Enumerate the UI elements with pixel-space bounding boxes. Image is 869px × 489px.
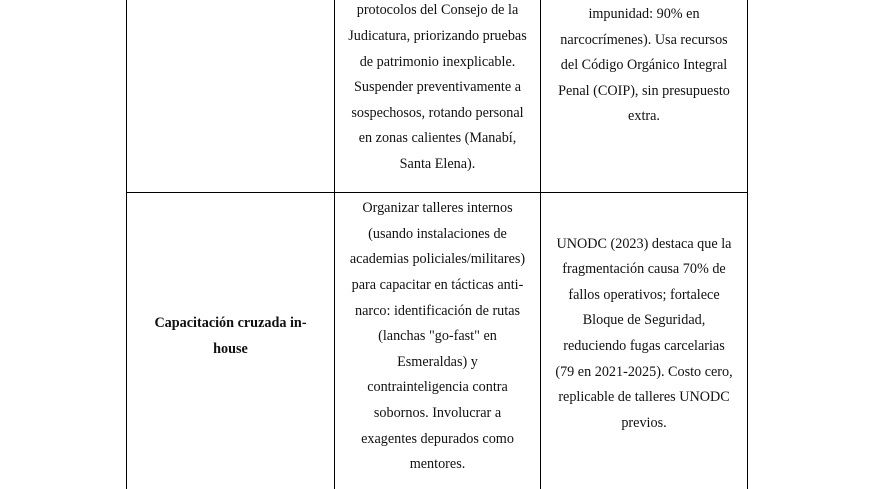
row-evidence-text: impunidad: 90% en narcocrímenes). Usa recursos del Código Orgánico Integral Penal (COIP), sin presupuesto extra. xyxy=(558,6,730,125)
table-row xyxy=(127,0,748,193)
table-cell-evidence xyxy=(541,193,748,489)
strategy-table xyxy=(126,0,748,489)
row-evidence-text: UNODC (2023) destaca que la fragmentación causa 70% de fallos operativos; fortalece Bloque de Seguridad, reduciendo fugas carcelarias (79 en 2021-2025). Costo cero, replicable de talleres UNODC previos. xyxy=(555,235,733,431)
table-cell-label xyxy=(127,193,335,489)
row-actions-text: Organizar talleres internos (usando instalaciones de academias policiales/militares) para capacitar en tácticas anti-narco: identificación de rutas (lanchas "go-fast" en Esmeraldas) y contrainteligencia contra sobornos. Involucrar a exagentes depurados como mentores. xyxy=(349,200,526,473)
row-label: Capacitación cruzada in-house xyxy=(154,315,307,357)
table-cell-actions xyxy=(335,0,541,193)
table-row xyxy=(127,193,748,489)
table-cell-evidence xyxy=(541,0,748,193)
table-cell-actions xyxy=(335,193,541,489)
row-actions-text: protocolos del Consejo de la Judicatura, priorizando pruebas de patrimonio inexplicable. Suspender preventivamente a sospechosos, rotando personal en zonas calientes (Manabí, Santa Elena). xyxy=(348,2,527,172)
table-cell-label xyxy=(127,0,335,193)
